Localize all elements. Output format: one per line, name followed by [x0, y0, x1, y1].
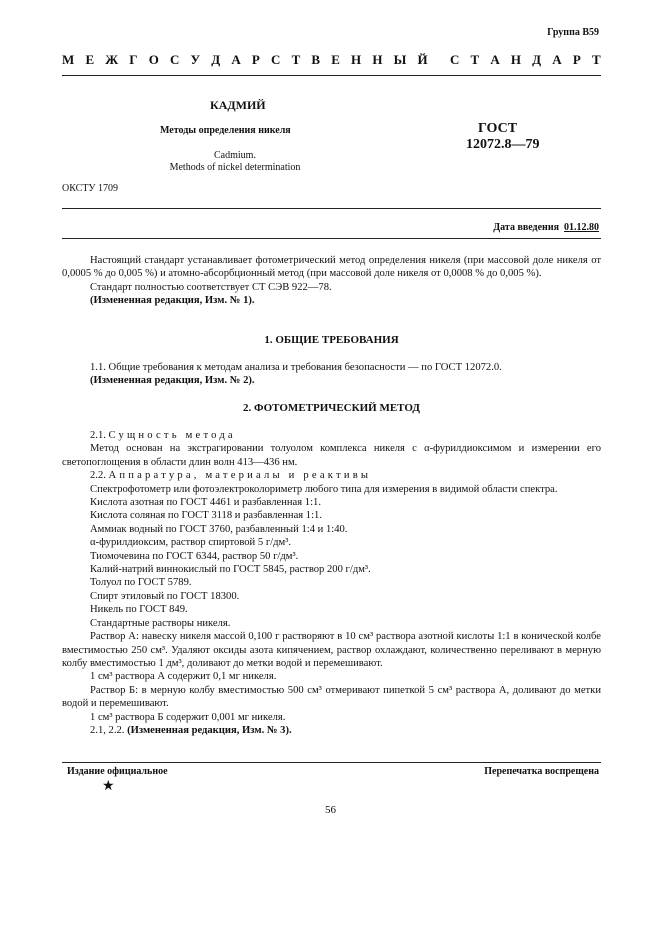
banner-letter: Т	[291, 52, 301, 67]
section1-heading: 1. ОБЩИЕ ТРЕБОВАНИЯ	[264, 334, 399, 346]
section1-text: 1.1. Общие требования к методам анализа и требования безопасности — по ГОСТ 12072.0.	[90, 362, 502, 373]
banner-letter: Т	[591, 52, 601, 67]
reagent-item: Никель по ГОСТ 849.	[90, 604, 188, 616]
reprint-prohibited-label: Перепечатка воспрещена	[484, 766, 599, 777]
document-title: КАДМИЙ	[210, 98, 266, 112]
solution-b: Раствор Б: в мерную колбу вместимостью 500 см³ отмеривают пипеткой 5 см³ раствора А, доливают до метки водой и перемешивают.	[62, 684, 601, 710]
section2-amendment	[62, 724, 601, 737]
gost-label: ГОСТ	[478, 121, 518, 136]
banner-letter: А	[552, 52, 562, 67]
section2-heading: 2. ФОТОМЕТРИЧЕСКИЙ МЕТОД	[243, 402, 420, 414]
english-title-line1: Cadmium.	[214, 150, 256, 161]
effective-date-value: 01.12.80	[564, 222, 599, 233]
reagent-item: Калий-натрий виннокислый по ГОСТ 5845, раствор 200 г/дм³.	[90, 564, 371, 576]
header-rule	[62, 75, 601, 76]
clause-2-1-text: Метод основан на экстрагировании толуолом комплекса никеля с α-фурилдиоксимом и измерении его светопоглощения в области длин волн 413—436 нм.	[62, 443, 601, 468]
title-rule	[62, 208, 601, 209]
reagent-item: Толуол по ГОСТ 5789.	[90, 577, 192, 589]
solution-a: Раствор А: навеску никеля массой 0,100 г растворяют в 10 см³ раствора азотной кислоты 1:1 в конической колбе вместимостью 250 см³. Удаляют оксиды азота кипячением, раствор охлаждают, количественно переливают в мерную колбу вместимостью 1 дм³, доливают до метки водой и перемешивают.	[62, 631, 601, 669]
effective-date	[493, 222, 599, 233]
reagent-item: Спирт этиловый по ГОСТ 18300.	[90, 590, 240, 602]
banner-letter: Н	[351, 52, 362, 67]
banner-letter: Ж	[105, 52, 119, 67]
banner-letter: А	[490, 52, 500, 67]
solution-a-note: 1 см³ раствора А содержит 0,1 мг никеля.	[90, 671, 277, 683]
star-icon: ★	[102, 779, 115, 794]
banner-letter: М	[62, 52, 75, 67]
solution-b-note: 1 см³ раствора Б содержит 0,001 мг никеля.	[90, 711, 286, 723]
section1-amendment: (Измененная редакция, Изм. № 2).	[90, 375, 255, 387]
english-title	[160, 150, 310, 174]
banner-letter: Ы	[393, 52, 407, 67]
banner-letter: С	[449, 52, 460, 67]
amendment-note: (Измененная редакция, Изм. № 3).	[127, 724, 292, 736]
clause-2-1-heading	[62, 429, 601, 442]
reagent-list	[62, 496, 601, 630]
clause-2-2-text: Спектрофотометр или фотоэлектроколориметр любого типа для измерения в видимой области спектра.	[90, 483, 558, 495]
footer-rule	[62, 762, 601, 763]
group-code: Группа В59	[547, 27, 599, 38]
clause-2-1-number: 2.1.	[90, 430, 106, 441]
banner-letter: Е	[85, 52, 95, 67]
intro-block	[62, 254, 601, 308]
clause-2-1-title: Сущность метода	[108, 430, 236, 441]
effective-date-label: Дата введения	[493, 222, 559, 233]
banner-letter: Й	[417, 52, 428, 67]
reagent-item: Аммиак водный по ГОСТ 3760, разбавленный 1:4 и 1:40.	[90, 523, 348, 535]
banner-letter: Р	[572, 52, 581, 67]
reagent-item: Кислота азотная по ГОСТ 4461 и разбавленная 1:1.	[90, 497, 321, 509]
clause-2-2-number: 2.2.	[90, 470, 106, 482]
section1-block	[62, 361, 601, 388]
intro-amendment: (Измененная редакция, Изм. № 1).	[90, 295, 255, 307]
banner-letter: А	[231, 52, 241, 67]
banner-letter: Е	[331, 52, 340, 67]
gost-number: 12072.8—79	[466, 137, 540, 152]
official-edition-label: Издание официальное	[67, 766, 168, 777]
banner-letter: Н	[510, 52, 522, 67]
document-subtitle: Методы определения никеля	[160, 125, 291, 136]
banner-letter: С	[170, 52, 180, 67]
section2-block	[62, 429, 601, 737]
okstu-code: ОКСТУ 1709	[62, 183, 119, 194]
interstate-standard-banner	[62, 52, 601, 68]
banner-letter: У	[190, 52, 201, 67]
reagent-item: Кислота соляная по ГОСТ 3118 и разбавленная 1:1.	[90, 510, 322, 522]
banner-letter: Р	[251, 52, 260, 67]
banner-letter: В	[311, 52, 321, 67]
clause-2-2-heading	[62, 469, 601, 482]
reagent-item: Стандартные растворы никеля.	[90, 617, 231, 629]
page-number: 56	[325, 804, 336, 816]
banner-letter: Н	[372, 52, 383, 67]
intro-conformity: Стандарт полностью соответствует СТ СЭВ 922—78.	[90, 281, 332, 293]
banner-letter: Т	[470, 52, 480, 67]
reagent-item: Тиомочевина по ГОСТ 6344, раствор 50 г/дм³.	[90, 550, 299, 562]
intro-paragraph: Настоящий стандарт устанавливает фотометрический метод определения никеля (при массовой доле никеля от 0,0005 % до 0,005 %) и атомно-абсорбционный метод (при массовой доле никеля от 0,0008 % до 0,005 %).	[62, 255, 601, 280]
banner-letter: С	[271, 52, 281, 67]
clause-2-2-title: Аппаратура, материалы и реактивы	[108, 470, 372, 482]
banner-letter: О	[148, 52, 159, 67]
banner-letter: Г	[129, 52, 138, 67]
banner-letter: Д	[211, 52, 221, 67]
banner-letter: Д	[532, 52, 542, 67]
date-rule	[62, 238, 601, 239]
amendment-clauses: 2.1, 2.2.	[90, 724, 125, 736]
english-title-line2: Methods of nickel determination	[169, 162, 301, 173]
reagent-item: α-фурилдиоксим, раствор спиртовой 5 г/дм³.	[90, 537, 292, 549]
